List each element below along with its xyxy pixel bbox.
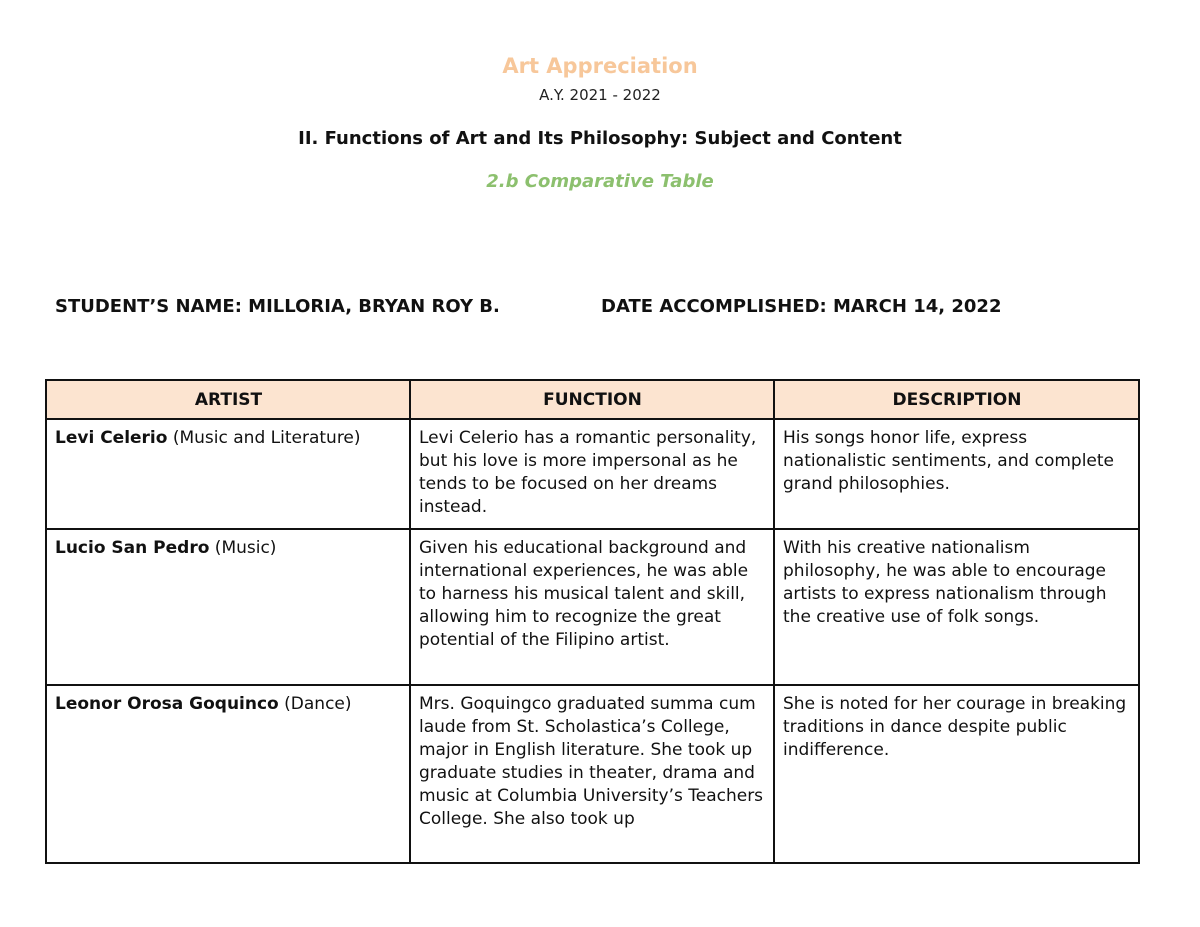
academic-year: A.Y. 2021 - 2022 xyxy=(539,86,661,104)
column-header-description: DESCRIPTION xyxy=(774,380,1139,419)
artist-cell xyxy=(46,685,410,863)
artist-field: (Music and Literature) xyxy=(167,428,361,448)
artist-cell xyxy=(46,529,410,685)
date-accomplished-line: DATE ACCOMPLISHED: MARCH 14, 2022 xyxy=(601,296,1002,317)
subsection-title: 2.b Comparative Table xyxy=(486,171,714,192)
comparative-table xyxy=(45,379,1140,864)
column-header-function: FUNCTION xyxy=(410,380,774,419)
table-header-row xyxy=(46,380,1139,419)
description-cell: His songs honor life, express nationalistic sentiments, and complete grand philosophies. xyxy=(774,419,1139,529)
student-name-line: STUDENT’S NAME: MILLORIA, BRYAN ROY B. xyxy=(55,296,500,317)
artist-cell xyxy=(46,419,410,529)
function-cell: Levi Celerio has a romantic personality, but his love is more impersonal as he tends to be focused on her dreams instead. xyxy=(410,419,774,529)
table-row xyxy=(46,529,1139,685)
description-cell: With his creative nationalism philosophy, he was able to encourage artists to express nationalism through the creative use of folk songs. xyxy=(774,529,1139,685)
course-title: Art Appreciation xyxy=(502,54,698,78)
artist-name: Leonor Orosa Goquinco xyxy=(55,694,279,714)
column-header-artist: ARTIST xyxy=(46,380,410,419)
table-header xyxy=(46,380,1139,419)
section-title: II. Functions of Art and Its Philosophy: Subject and Content xyxy=(298,128,902,149)
table-body xyxy=(46,419,1139,863)
artist-field: (Dance) xyxy=(278,694,352,714)
function-cell: Mrs. Goquingco graduated summa cum laude from St. Scholastica’s College, major in English literature. She took up graduate studies in theater, drama and music at Columbia University’s Teachers College. She also took up xyxy=(410,685,774,863)
artist-name: Levi Celerio xyxy=(55,428,168,448)
function-cell: Given his educational background and international experiences, he was able to harness his musical talent and skill, allowing him to recognize the great potential of the Filipino artist. xyxy=(410,529,774,685)
table-row xyxy=(46,419,1139,529)
table-row xyxy=(46,685,1139,863)
artist-name: Lucio San Pedro xyxy=(55,538,210,558)
artist-field: (Music) xyxy=(209,538,277,558)
description-cell: She is noted for her courage in breaking traditions in dance despite public indifference. xyxy=(774,685,1139,863)
